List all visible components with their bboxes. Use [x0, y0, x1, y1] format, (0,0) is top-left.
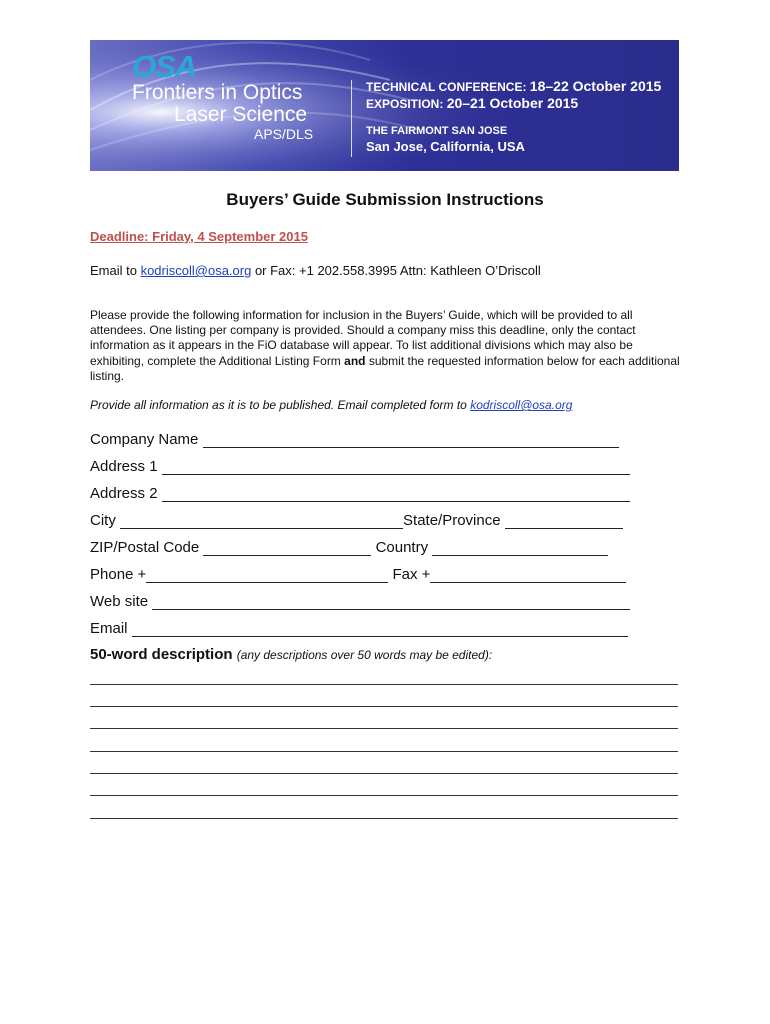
city-state-row — [90, 512, 623, 529]
event-name-line1: Frontiers in Optics — [132, 81, 303, 104]
city-label: City — [90, 512, 116, 529]
description-line[interactable] — [90, 818, 678, 819]
contact-prefix: Email to — [90, 263, 141, 278]
website-row — [90, 593, 630, 610]
osa-logo-text: OSA — [132, 49, 197, 84]
zip-label: ZIP/Postal Code — [90, 539, 200, 556]
email-row — [90, 620, 628, 637]
instruction-email-link[interactable]: kodriscoll@osa.org — [470, 398, 573, 412]
deadline: Deadline: Friday, 4 September 2015 — [90, 229, 308, 244]
address1-row — [90, 458, 630, 475]
fax-label: Fax + — [392, 566, 431, 583]
exposition-dates: 20–21 October 2015 — [446, 95, 579, 111]
paragraph-bold: and — [344, 353, 366, 368]
tech-conference-dates: 18–22 October 2015 — [529, 78, 662, 94]
zip-country-row — [90, 539, 608, 556]
phone-field[interactable] — [146, 566, 388, 583]
event-logo — [132, 49, 362, 167]
phone-fax-row — [90, 566, 626, 583]
country-field[interactable] — [432, 539, 608, 556]
fax-field[interactable] — [430, 566, 626, 583]
description-line[interactable] — [90, 751, 678, 752]
paragraph-text-1: Please provide the following information for inclusion in the Buyers’ Guide, which will be provided to all attendees. One listing per company is provided. Should a company miss this deadline, only the contact information as it appears in the FiO database will appear. To list additional divisions which may also be exhibiting, complete the Additional Listing Form — [90, 308, 636, 368]
contact-line — [90, 263, 541, 278]
description-line[interactable] — [90, 773, 678, 774]
event-name-line3: APS/DLS — [254, 126, 314, 142]
description-line[interactable] — [90, 728, 678, 729]
company-name-label: Company Name — [90, 431, 199, 448]
state-label: State/Province — [403, 512, 501, 529]
event-name-line2: Laser Science — [174, 103, 308, 126]
publish-instruction-text: Provide all information as it is to be published. Email completed form to — [90, 398, 471, 412]
company-name-field[interactable] — [203, 431, 619, 448]
paragraph-text-2: submit the requested information below for each additional listing. — [90, 353, 680, 383]
page-title: Buyers’ Guide Submission Instructions — [226, 190, 544, 209]
description-label: 50-word description — [90, 646, 233, 663]
description-line[interactable] — [90, 706, 678, 707]
website-label: Web site — [90, 593, 149, 610]
contact-email-link[interactable]: kodriscoll@osa.org — [140, 263, 252, 278]
address2-label: Address 2 — [90, 485, 158, 502]
address2-field[interactable] — [162, 485, 630, 502]
phone-label: Phone + — [90, 566, 147, 583]
contact-suffix: or Fax: +1 202.558.3995 Attn: Kathleen O’Driscoll — [251, 263, 541, 278]
instructions-paragraph — [90, 308, 682, 384]
city: San Jose, California, USA — [366, 139, 525, 154]
description-line[interactable] — [90, 684, 678, 685]
tech-conference-row — [366, 78, 676, 95]
conference-banner — [90, 40, 679, 171]
city-field[interactable] — [120, 512, 403, 529]
event-details — [366, 78, 676, 155]
description-note: (any descriptions over 50 words may be edited): — [236, 648, 493, 662]
company-name-row — [90, 431, 619, 448]
tech-conference-label: TECHNICAL CONFERENCE: — [366, 80, 527, 94]
website-field[interactable] — [152, 593, 630, 610]
zip-field[interactable] — [203, 539, 371, 556]
address1-label: Address 1 — [90, 458, 158, 475]
country-label: Country — [375, 539, 429, 556]
address1-field[interactable] — [162, 458, 630, 475]
email-field[interactable] — [132, 620, 628, 637]
address2-row — [90, 485, 630, 502]
publish-instruction — [90, 398, 572, 412]
email-label: Email — [90, 620, 128, 637]
state-field[interactable] — [505, 512, 623, 529]
banner-divider — [351, 80, 352, 157]
exposition-row — [366, 95, 676, 112]
description-label-row — [90, 646, 492, 663]
venue: THE FAIRMONT SAN JOSE — [366, 125, 508, 137]
description-line[interactable] — [90, 795, 678, 796]
exposition-label: EXPOSITION: — [366, 97, 444, 111]
